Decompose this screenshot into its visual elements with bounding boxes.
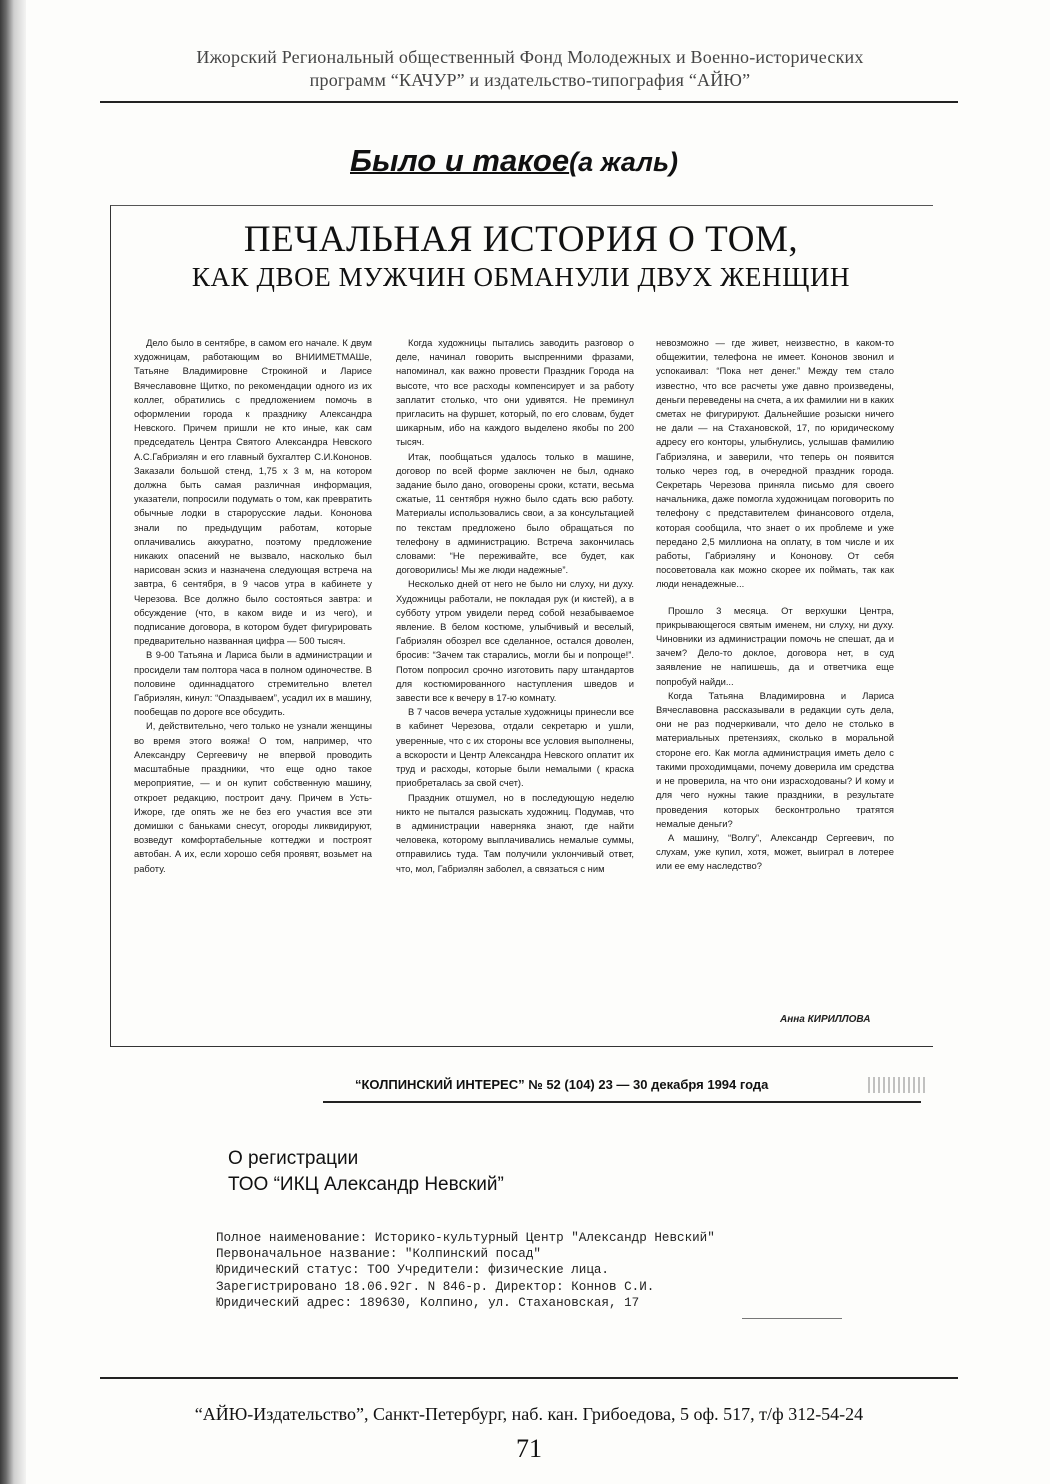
paragraph: Итак, пообщаться удалось только в машине, договор по всей форме заключен не был, однако задание было дано, оговорены сроки, кстати, весьма сжатые, 11 сентября нужно было сдать всю работу. Материалы использовались свои, а за консультацией по текстам предложено было обращаться по телефону в администрацию. Встреча закончилась словами: “Не переживайте, все будет, как договорились! Мы же люди надежные”. bbox=[396, 450, 634, 576]
registration-line: Зарегистрировано 18.06.92г. N 846-р. Директор: Коннов С.И. bbox=[216, 1279, 655, 1294]
paragraph: И, действительно, чего только не узнали женщины во время этого вояжа! О том, например, что Александру Сергеевичу не впервой проводить масштабные праздники, что еще одно такое мероприятие, — и он купит собственную машину, откроет редакцию, построит дачу. Причем в Усть-Ижоре, где опять же не без его участия все эти домишки с баньками снесут, огороды ликвидируют, возведут комфортабельные коттеджи и построят автобан. А их, если хорошо себя проявят, возьмет на работу. bbox=[134, 720, 372, 874]
registration-underline bbox=[742, 1318, 842, 1319]
paragraph: В 7 часов вечера усталые художницы принесли все в кабинет Черезова, отдали секретарю и ушли, уверенные, что с их стороны все условия выполнены, а вскорости и Центр Александра Невского оплатит их труд и расходы, которые были немалыми ( краска приобреталась за свой счет). bbox=[396, 706, 634, 789]
registration-title-line-2: ТОО “ИКЦ Александр Невский” bbox=[228, 1174, 504, 1195]
paragraph: Когда художницы пытались заводить разговор о деле, начинал говорить выспренними фразами, напоминал, как важно провести Праздник Города на высоте, что все расходы компенсирует и за работу заплатит столько, что они удивятся. Не преминул пригласить на фуршет, который, по его словам, будет шикарным, ибо на каждого выделено якобы по 200 тысяч. bbox=[396, 337, 634, 448]
section-title bbox=[350, 143, 678, 179]
paragraph: Несколько дней от него не было ни слуху, ни духу. Художницы работали, не покладая рук (и кистей), а в субботу утром увидели перед собой незабываемое явление. В белом костюме, улыбчивый и веселый, Габриэлян обозрел все сделанное, остался доволен, бросив: “Зачем так старались, могли бы и попроще!”. Потом попросил срочно изготовить пару штандартов для костюмированного наступления шведов и завести все к вечеру в 17-ю комнату. bbox=[396, 578, 634, 704]
registration-line: Первоначальное название: "Колпинский посад" bbox=[216, 1247, 541, 1262]
article-column-1 bbox=[134, 336, 372, 876]
page-header bbox=[100, 46, 960, 92]
header-rule bbox=[100, 101, 958, 103]
footer-rule bbox=[100, 1377, 958, 1379]
article-headline: ПЕЧАЛЬНАЯ ИСТОРИЯ О ТОМ, bbox=[243, 219, 799, 260]
section-title-main: Было и такое bbox=[350, 143, 570, 178]
registration-title bbox=[228, 1146, 504, 1198]
header-line-2: программ “КАЧУР” и издательство-типография “АЙЮ” bbox=[309, 70, 751, 90]
article-subheadline: КАК ДВОЕ МУЖЧИН ОБМАНУЛИ ДВУХ ЖЕНЩИН bbox=[191, 262, 851, 292]
paragraph: Прошло 3 месяца. От верхушки Центра, прикрывающегося святым именем, ни слуху, ни духу. Чиновники из администрации помочь не спешат, да и зачем? Дело-то доклое, договора нет, в суд заявление не напишешь, да и ответчика еще попробуй найди... bbox=[656, 604, 894, 687]
scan-left-edge bbox=[0, 0, 26, 1484]
paragraph: А машину, “Волгу”, Александр Сергеевич, по слухам, уже купил, хотя, может, выиграл в лотерее или ее ему наследство? bbox=[656, 831, 894, 872]
article-column-3 bbox=[656, 336, 894, 874]
registration-title-line-1: О регистрации bbox=[228, 1148, 359, 1169]
paragraph: Дело было в сентябре, в самом его начале. К двум художницам, работающим во ВНИИМЕТМАШе, Татьяне Владимировне Строкиной и Ларисе Вячеславовне Щитко, по рекомендации одного из их коллег, обратились с предложением помочь в оформлении города к празднику Александра Невского. Причем пришли не кто иные, как сам председатель Центра Святого Александра Невского А.С.Габриэлян и его главный бухгалтер С.И.Кононов. Заказали большой стенд, 1,75 х 3 м, на котором должна быть самая различная информация, указатели, попросили подумать о том, как превратить обычные лодки в старорусские ладьи. Кононова знали по предыдущим работам, которые оплачивались аккуратно, поэтому предложение никаких опасений не вызвало, насколько был нарисован эскиз и назначена следующая встреча на завтра, 6 сентября, в 9 часов утра в кабинете у Черезова. Все должно было состояться завтра: и обсуждение (что, в каком виде и из чего), и подписание договора, в котором будет фигурировать предварительно названная цифра — 500 тысяч. bbox=[134, 337, 372, 647]
newspaper-masthead: “КОЛПИНСКИЙ ИНТЕРЕС” № 52 (104) 23 — 30 декабря 1994 года bbox=[355, 1077, 769, 1092]
page-number: 71 bbox=[516, 1434, 542, 1463]
paragraph: Когда Татьяна Владимировна и Лариса Вячеславовна рассказывали в редакции суть дела, они не раз подчеркивали, что дело не столько в материальных претензиях, сколько в моральной стороне его. Как могла администрация иметь дело с такими проходимцами, почему доверила им средства и не проверила, на что они израсходованы? И кому и для чего нужны такие праздники, в результате проведения которых бесконтрольно тратятся немалые деньги? bbox=[656, 689, 894, 829]
header-line-1: Ижорский Региональный общественный Фонд Молодежных и Военно-исторических bbox=[196, 47, 864, 67]
registration-line: Юридический адрес: 189630, Колпино, ул. Стахановская, 17 bbox=[216, 1295, 640, 1310]
scan-noise bbox=[868, 1077, 928, 1093]
paragraph: В 9-00 Татьяна и Лариса были в администрации и просидели там полтора часа в полном одиночестве. В половине одиннадцатого стремительно влетел Габриэлян, кинул: “Опаздываем”, усадил их в машину, пообещав по дороге все обсудить. bbox=[134, 649, 372, 718]
registration-line: Юридический статус: ТОО Учредители: физические лица. bbox=[216, 1263, 609, 1278]
page-footer: “АЙЮ-Издательство”, Санкт-Петербург, наб. кан. Грибоедова, 5 оф. 517, т/ф 312-54-24 bbox=[194, 1404, 864, 1424]
article-column-2 bbox=[396, 336, 634, 876]
section-title-sub: (а жаль) bbox=[569, 147, 678, 177]
article-signature: Анна КИРИЛЛОВА bbox=[780, 1014, 871, 1025]
registration-line: Полное наименование: Историко-культурный Центр "Александр Невский" bbox=[216, 1231, 715, 1245]
paragraph: невозможно — где живет, неизвестно, в каком-то общежитии, телефона не имеет. Кононов звонил и успокаивал: “Пока нет денег.” Между тем стало известно, что все расчеты уже давно произведены, деньги переведены на счета, а их фамилии ни в каких сметах не фигурируют. Дальнейшие розыски ничего не дали — на Стахановской, 17, по юридическому адресу его конторы, улыбнулись, услышав фамилию Габриэляна, и заверили, что теперь он появится только через год, в очередной праздник города. Секретарь Черезова приняла письмо для своего начальника, даже помогла художницам поговорить по телефону с представителем финансового отдела, которая сообщила, что знает о их проблеме и уже передано 2,5 миллиона на оплату, в том числе и их работы, Габриэляну и Кононову. От себя посоветовала как можно скорее их поймать, так как люди ненадежные... bbox=[656, 337, 894, 590]
masthead-rule bbox=[323, 1101, 921, 1103]
paragraph: Праздник отшумел, но в последующую неделю никто не пытался разыскать художниц. Подумав, что в администрации наверняка знают, где найти человека, которому выплачивались немалые суммы, отправились туда. Там получили уклончивый ответ, что, мол, Габриэлян заболел, а связаться с ним bbox=[396, 791, 634, 874]
registration-details bbox=[216, 1230, 715, 1311]
